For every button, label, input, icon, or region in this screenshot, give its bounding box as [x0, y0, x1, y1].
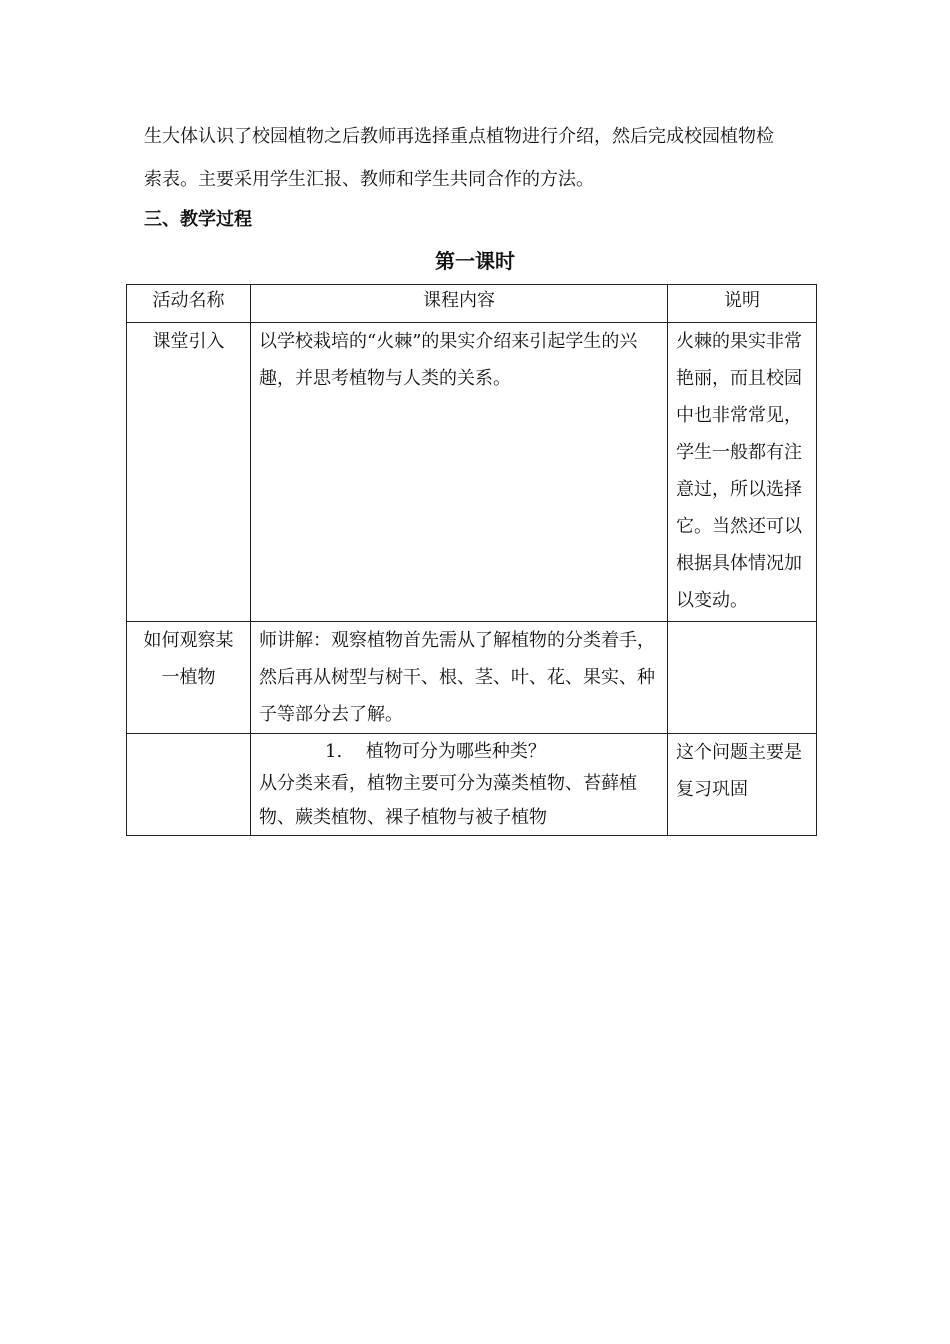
note-cell [668, 622, 817, 734]
intro-line-2: 索表。主要采用学生汇报、教师和学生共同合作的方法。 [144, 169, 594, 190]
note-cell: 火棘的果实非常艳丽，而且校园中也非常常见，学生一般都有注意过，所以选择它。当然还可以根据具体情况加以变动。 [668, 323, 817, 622]
activity-name-cell: 课堂引入 [127, 323, 251, 622]
header-activity-name: 活动名称 [127, 285, 251, 323]
activity-name-cell [127, 734, 251, 836]
table-row [127, 622, 817, 734]
question-answer: 从分类来看，植物主要可分为藻类植物、苔藓植物、蕨类植物、裸子植物与被子植物 [259, 773, 637, 828]
table-row [127, 323, 817, 622]
header-note: 说明 [668, 285, 817, 323]
course-content-cell: 师讲解：观察植物首先需从了解植物的分类着手，然后再从树型与树干、根、茎、叶、花、果实、种子等部分去了解。 [251, 622, 668, 734]
lesson-title: 第一课时 [435, 249, 515, 273]
note-cell: 这个问题主要是复习巩固 [668, 734, 817, 836]
intro-line-1: 生大体认识了校园植物之后教师再选择重点植物进行介绍，然后完成校园植物检 [144, 126, 774, 147]
table-row [127, 734, 817, 836]
section-heading: 三、教学过程 [144, 209, 252, 230]
question-title: 1. 植物可分为哪些种类？ [325, 741, 546, 762]
header-course-content: 课程内容 [251, 285, 668, 323]
table-header-row [127, 285, 817, 323]
course-content-cell [251, 734, 668, 836]
course-content-cell: 以学校栽培的“火棘”的果实介绍来引起学生的兴趣，并思考植物与人类的关系。 [251, 323, 668, 622]
activity-name-cell: 如何观察某一植物 [127, 622, 251, 734]
lesson-table [126, 284, 817, 836]
